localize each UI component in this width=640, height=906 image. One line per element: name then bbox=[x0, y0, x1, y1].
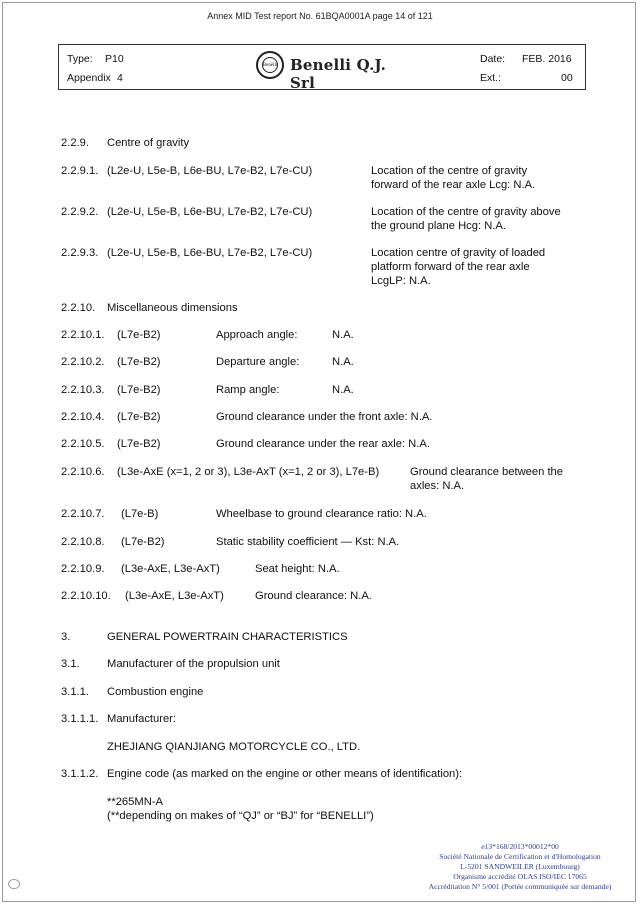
item-vehicles: (L7e-B2) bbox=[117, 329, 161, 341]
item-number: 2.2.10.2. bbox=[61, 356, 105, 368]
item-number: 2.2.10.7. bbox=[61, 508, 105, 520]
section-title: GENERAL POWERTRAIN CHARACTERISTICS bbox=[107, 631, 348, 643]
item-value: N.A. bbox=[332, 384, 354, 396]
item-number: 3.1.1.2. bbox=[61, 768, 99, 780]
item-desc: Ground clearance between the bbox=[410, 466, 563, 478]
section-number: 3.1.1. bbox=[61, 686, 89, 698]
item-text: Static stability coefficient — Kst: N.A. bbox=[216, 536, 400, 548]
section-number: 3.1. bbox=[61, 658, 80, 670]
item-value: N.A. bbox=[332, 356, 354, 368]
certification-stamp-line: L-5201 SANDWEILER (Luxembourg) bbox=[460, 862, 580, 871]
section-title: Centre of gravity bbox=[107, 137, 190, 149]
item-desc: Location of the centre of gravity bbox=[371, 165, 528, 177]
section-title: Miscellaneous dimensions bbox=[107, 302, 238, 314]
appendix-value: 4 bbox=[117, 72, 123, 84]
seal-inner: Benelli bbox=[262, 57, 278, 73]
item-number: 2.2.10.4. bbox=[61, 411, 105, 423]
item-text: Ground clearance under the front axle: N.A. bbox=[216, 411, 433, 423]
section-number: 3. bbox=[61, 631, 71, 643]
section-title: Combustion engine bbox=[107, 686, 204, 698]
item-number: 2.2.10.3. bbox=[61, 384, 105, 396]
section-title: Manufacturer of the propulsion unit bbox=[107, 658, 280, 670]
item-vehicles: (L7e-B) bbox=[121, 508, 159, 520]
item-vehicles: (L3e-AxE (x=1, 2 or 3), L3e-AxT (x=1, 2 or 3), L7e-B) bbox=[117, 466, 380, 478]
item-value: N.A. bbox=[332, 329, 354, 341]
item-desc: axles: N.A. bbox=[410, 480, 465, 492]
certification-stamp-line: Accréditation N° 5/001 (Portée communiquée sur demande) bbox=[428, 882, 612, 891]
item-text: Wheelbase to ground clearance ratio: N.A. bbox=[216, 508, 427, 520]
item-vehicles: (L7e-B2) bbox=[117, 356, 161, 368]
weibo-icon bbox=[8, 879, 20, 889]
item-vehicles: (L3e-AxE, L3e-AxT) bbox=[125, 590, 224, 602]
certification-stamp-line: Société Nationale de Certification et d'Homologation bbox=[439, 852, 601, 861]
section-number: 2.2.10. bbox=[61, 302, 96, 314]
item-title: Engine code (as marked on the engine or other means of identification): bbox=[107, 768, 463, 780]
item-desc: LcgLP: N.A. bbox=[371, 275, 431, 287]
certification-stamp-line: e13*168/2013*00012*00 bbox=[481, 842, 559, 851]
engine-code-note: (**depending on makes of “QJ” or “BJ” for “BENELLI”) bbox=[107, 810, 374, 822]
section-number: 2.2.9. bbox=[61, 137, 89, 149]
item-label: Ramp angle: bbox=[216, 384, 280, 396]
item-vehicles: (L2e-U, L5e-B, L6e-BU, L7e-B2, L7e-CU) bbox=[107, 247, 313, 259]
date-label: Date: bbox=[480, 53, 506, 65]
item-number: 2.2.10.9. bbox=[61, 563, 105, 575]
item-vehicles: (L2e-U, L5e-B, L6e-BU, L7e-B2, L7e-CU) bbox=[107, 165, 313, 177]
item-label: Approach angle: bbox=[216, 329, 298, 341]
date-value: FEB. 2016 bbox=[522, 53, 572, 65]
item-text: Ground clearance under the rear axle: N.A. bbox=[216, 438, 430, 450]
item-vehicles: (L3e-AxE, L3e-AxT) bbox=[121, 563, 220, 575]
item-vehicles: (L7e-B2) bbox=[117, 384, 161, 396]
item-desc: forward of the rear axle Lcg: N.A. bbox=[371, 179, 536, 191]
manufacturer-value: ZHEJIANG QIANJIANG MOTORCYCLE CO., LTD. bbox=[107, 741, 361, 753]
certification-stamp-line: Organisme accrédité OLAS ISO/IEC 17065 bbox=[453, 872, 587, 881]
ext-label: Ext.: bbox=[480, 72, 502, 84]
item-vehicles: (L2e-U, L5e-B, L6e-BU, L7e-B2, L7e-CU) bbox=[107, 206, 313, 218]
item-label: Departure angle: bbox=[216, 356, 300, 368]
item-text: Ground clearance: N.A. bbox=[255, 590, 372, 602]
watermark bbox=[8, 879, 20, 889]
item-title: Manufacturer: bbox=[107, 713, 177, 725]
item-number: 2.2.10.8. bbox=[61, 536, 105, 548]
item-number: 2.2.10.1. bbox=[61, 329, 105, 341]
item-text: Seat height: N.A. bbox=[255, 563, 340, 575]
appendix-label: Appendix bbox=[67, 72, 111, 84]
item-number: 3.1.1.1. bbox=[61, 713, 99, 725]
item-desc: the ground plane Hcg: N.A. bbox=[371, 220, 506, 232]
item-number: 2.2.9.1. bbox=[61, 165, 99, 177]
type-label: Type: bbox=[67, 53, 93, 65]
item-number: 2.2.9.3. bbox=[61, 247, 99, 259]
item-number: 2.2.10.10. bbox=[61, 590, 111, 602]
engine-code-value: **265MN-A bbox=[107, 796, 163, 808]
item-vehicles: (L7e-B2) bbox=[117, 411, 161, 423]
benelli-logo bbox=[256, 51, 406, 92]
item-number: 2.2.9.2. bbox=[61, 206, 99, 218]
item-desc: Location of the centre of gravity above bbox=[371, 206, 561, 218]
item-vehicles: (L7e-B2) bbox=[117, 438, 161, 450]
item-number: 2.2.10.5. bbox=[61, 438, 105, 450]
item-number: 2.2.10.6. bbox=[61, 466, 105, 478]
running-header: Annex MID Test report No. 61BQA0001A page 14 of 121 bbox=[207, 11, 433, 21]
item-desc: platform forward of the rear axle bbox=[371, 261, 530, 273]
type-value: P10 bbox=[105, 53, 124, 65]
item-desc: Location centre of gravity of loaded bbox=[371, 247, 546, 259]
logo-text: Benelli Q.J. Srl bbox=[290, 56, 387, 92]
item-vehicles: (L7e-B2) bbox=[121, 536, 165, 548]
benelli-seal-icon bbox=[256, 51, 284, 79]
ext-value: 00 bbox=[561, 72, 573, 84]
